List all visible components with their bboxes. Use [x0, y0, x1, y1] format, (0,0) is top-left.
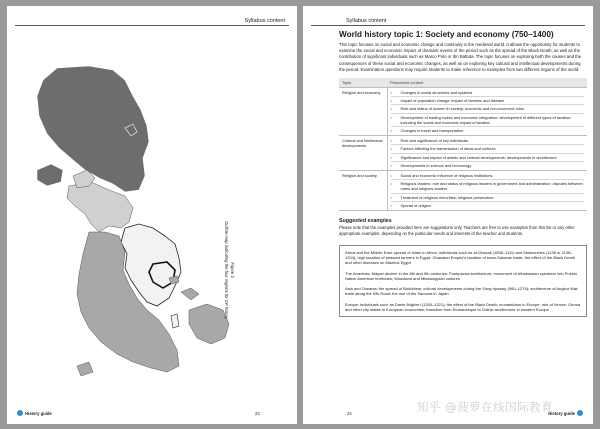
left-page — [7, 6, 297, 424]
table-row-topic: Cultural and intellectual developments — [339, 136, 387, 171]
list-item: • Changes in social structures and systems — [391, 89, 585, 97]
example-paragraph: Asia and Oceania: the spread of Buddhism; cultural developments during the Song dynasty (960–1279); architecture of Angkor Wat; trade along the Silk Road; the rise of the Samurai in Japan — [345, 286, 579, 297]
table-header-topic: Topic — [339, 78, 387, 88]
map-region-madagascar — [171, 314, 179, 328]
right-page-number: 24 — [347, 411, 352, 416]
right-header-text: Syllabus content — [346, 18, 387, 24]
example-paragraph: Africa and the Middle East: spread of Islam in Africa; individuals such as al-Ghazali (1058–1111) and Maimonides (1135 or 1138–1204); high taxation of peasant farmers in Egypt; Ghanaian Empire's taxation of trans-Saharan trade; the effect of the Black Death and other diseases on Mamluk Egypt — [345, 249, 575, 266]
table-row-items — [387, 136, 587, 171]
suggested-examples-note: Please note that the examples provided here are suggestions only. Teachers are free to use examples from this list or any other appropriate examples, depending on the particular needs and interests of the teacher and students. — [339, 225, 575, 236]
left-page-footer — [15, 410, 289, 418]
right-page — [303, 6, 593, 424]
table-row-items — [387, 171, 587, 211]
right-page-header — [311, 16, 585, 26]
prescribed-content-table — [339, 78, 587, 211]
watermark-text: 知乎 @菠萝在线国际教育 — [417, 400, 554, 414]
right-page-content — [339, 30, 587, 317]
left-header-text: Syllabus content — [244, 18, 285, 24]
example-paragraph: The Americas: Mayan decline in the 8th and 9th centuries; Puebpacha architecture; movement of Athabaskan speakers into Pueblo Native American territories; Woodland and Mississippian cultures — [345, 270, 578, 281]
list-item: • Factors affecting the transmission of ideas and cultures — [391, 145, 585, 153]
ib-logo-icon — [577, 410, 583, 416]
list-item: • Changes in travel and transportation — [390, 128, 464, 134]
suggested-examples-heading: Suggested examples — [339, 218, 392, 225]
table-header-content: Prescribed content — [387, 78, 587, 88]
figure-number: Figure 3 — [230, 262, 235, 278]
list-item: • Social and economic influence of religious institutions — [391, 172, 585, 180]
intro-paragraph: This topic focuses on social and economic change and continuity in the medieval world. It allows the opportunity for students to examine the social and economic impact of dramatic events of the period such as the spread of the Black Death, as well as the contribution of significant individuals such as Marco Polo or Ibn Battuta. The topic focuses on exploring both the causes and the consequences of these social and economic changes, as well as on exploring key cultural and intellectual developments during the period. Examination questions may require students to make reference to examples from two different regions of the world. — [339, 42, 582, 72]
ib-logo-icon — [17, 410, 23, 416]
list-item: • Role and significance of key individuals — [391, 137, 585, 145]
left-footer-guide: History guide — [25, 411, 52, 416]
table-row-topic: Religion and economy — [339, 88, 387, 136]
list-item: • Development of trading routes and economic integration; development of different types of taxation, including the social and economic impact of taxation — [391, 114, 585, 127]
table-row-items — [387, 88, 587, 136]
page-title: World history topic 1: Society and economy (750–1400) — [339, 30, 554, 39]
table-row-topic: Religion and society — [339, 171, 387, 211]
example-paragraph: Europe: individuals such as Dante Alighieri (1265–1321); the effect of the Black Death; monasticism in Europe; role of Venice, Genoa and other city states in European economies; transition from Romanesque to Gothic architecture in western Europe — [345, 301, 581, 313]
map-region-japan — [77, 362, 93, 376]
figure-caption: Outline map indicating the four regions for DP history — [224, 221, 229, 320]
world-regions-map — [29, 66, 239, 378]
table-row — [339, 88, 587, 136]
list-item: • Treatment of religious minorities; religious persecution — [391, 194, 585, 202]
left-page-header — [15, 16, 289, 26]
list-item: • Spread of religion — [390, 202, 431, 208]
right-footer-guide: History guide — [548, 411, 575, 416]
examples-box — [339, 245, 587, 318]
table-row — [339, 136, 587, 171]
left-page-number: 23 — [255, 411, 260, 416]
list-item: • Developments in science and technology — [390, 162, 472, 168]
table-row — [339, 171, 587, 211]
list-item: • Religious leaders: role and status of religious leaders in government and administration; disputes between rulers and religious leaders — [391, 180, 585, 193]
list-item: • Significance and impact of artistic and cultural developments; developments in architecture — [391, 154, 585, 162]
list-item: • Role and status of women in society; economic and non-economic roles — [391, 105, 585, 113]
map-region-greenland — [37, 164, 63, 186]
list-item: • Impact of population change; impact of famines and disease — [391, 97, 585, 105]
